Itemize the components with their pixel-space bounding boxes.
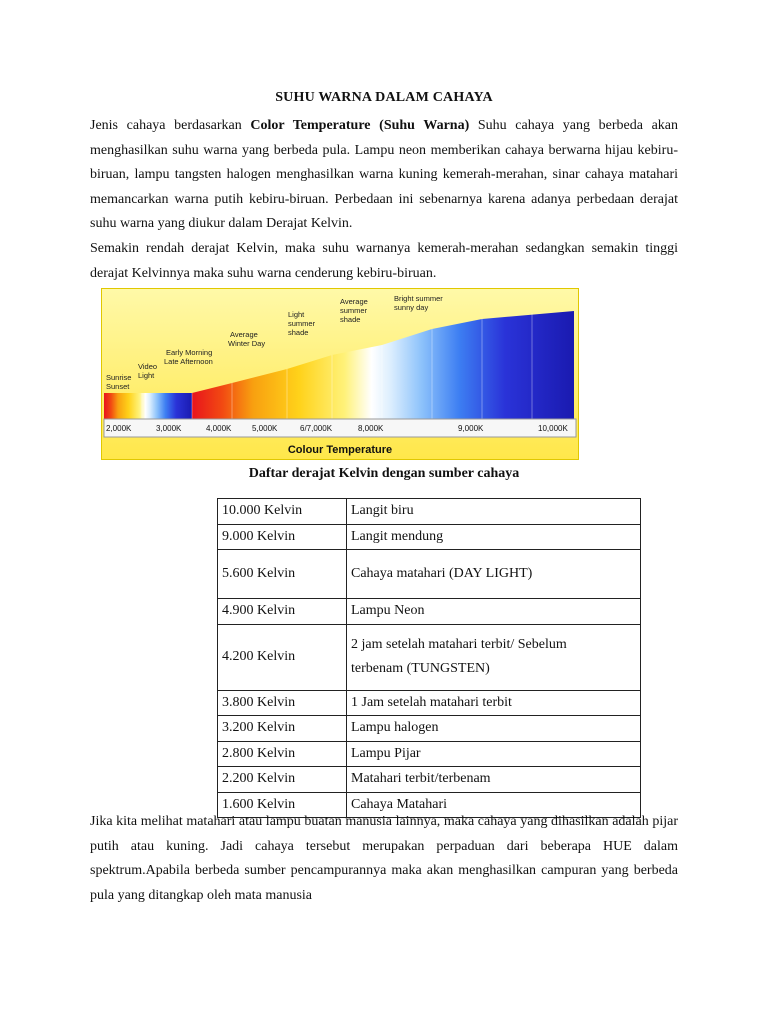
table-row [218, 767, 641, 793]
kelvin-cell: 9.000 Kelvin [218, 524, 347, 550]
kelvin-cell: 3.800 Kelvin [218, 690, 347, 716]
figure-label: shade [340, 315, 361, 324]
figure-label: Video [138, 362, 158, 371]
figure-label: Sunrise [106, 373, 132, 382]
tick-label: 9,000K [458, 424, 484, 433]
kelvin-cell: 4.200 Kelvin [218, 624, 347, 690]
colour-temperature-figure [101, 288, 579, 460]
kelvin-explanation-paragraph: Semakin rendah derajat Kelvin, maka suhu warnanya kemerah-merahan sedangkan semakin tinggi derajat Kelvinnya maka suhu warna cenderung kebiru-biruan. [90, 241, 678, 281]
kelvin-cell: 3.200 Kelvin [218, 716, 347, 742]
kelvin-cell: 2.200 Kelvin [218, 767, 347, 793]
kelvin-cell: 4.900 Kelvin [218, 599, 347, 625]
table-row [218, 550, 641, 599]
figure-label: shade [288, 328, 309, 337]
figure-label: sunny day [394, 303, 429, 312]
tick-label: 3,000K [156, 424, 182, 433]
source-cell: 1 Jam setelah matahari terbit [347, 690, 641, 716]
source-cell: Lampu halogen [347, 716, 641, 742]
intro-bold-term: Color Temperature (Suhu Warna) [250, 118, 470, 133]
table-row [218, 741, 641, 767]
intro-text-end: Suhu cahaya yang berbeda akan menghasilkan suhu warna yang berbeda pula. Lampu neon memberikan cahaya berwarna hijau kebiru-biruan, lampu tangsten halogen menghasilkan warna kuning kemerah-merahan, sinar cahaya matahari memancarkan warna putih kebiru-biruan. Perbedaan ini sebenarnya karena adanya perbedaan derajat suhu warna yang diukur dalam Derajat Kelvin. [90, 118, 679, 231]
source-cell: Matahari terbit/terbenam [347, 767, 641, 793]
source-cell: Lampu Neon [347, 599, 641, 625]
spectrum-wedge [192, 311, 574, 419]
figure-label: Winter Day [228, 339, 266, 348]
kelvin-table [217, 498, 641, 818]
figure-label: Light [138, 371, 155, 380]
kelvin-cell: 1.600 Kelvin [218, 792, 347, 818]
table-caption: Daftar derajat Kelvin dengan sumber cahaya [248, 466, 520, 481]
page-title: SUHU WARNA DALAM CAHAYA [275, 90, 493, 105]
kelvin-cell: 5.600 Kelvin [218, 550, 347, 599]
source-cell: Langit biru [347, 499, 641, 525]
tick-label: 4,000K [206, 424, 232, 433]
table-row [218, 624, 641, 690]
figure-label: Late Afternoon [164, 357, 213, 366]
table-row [218, 690, 641, 716]
figure-label: Bright summer [394, 294, 443, 303]
table-row [218, 599, 641, 625]
tick-label: 10,000K [538, 424, 568, 433]
tick-label: 2,000K [106, 424, 132, 433]
tick-label: 5,000K [252, 424, 278, 433]
figure-label: Early Morning [166, 348, 213, 357]
table-row [218, 716, 641, 742]
figure-title: Colour Temperature [287, 444, 393, 456]
tick-label: 8,000K [358, 424, 384, 433]
figure-label: Light [288, 310, 305, 319]
closing-paragraph: Jika kita melihat matahari atau lampu buatan manusia lainnya, maka cahaya yang dihasilkan adalah pijar putih atau kuning. Jadi cahaya tersebut merupakan perpaduan dari beberapa HUE dalam spektrum.Apabila berbeda sumber pencampurannya maka akan menghasilkan campuran yang berbeda pula yang ditangkap oleh mata manusia [90, 814, 678, 903]
figure-label: summer [288, 319, 316, 328]
tick-label: 6/7,000K [300, 424, 333, 433]
source-cell: Cahaya matahari (DAY LIGHT) [347, 550, 641, 599]
figure-label: Average [340, 297, 368, 306]
source-cell: Langit mendung [347, 524, 641, 550]
source-cell: Cahaya Matahari [347, 792, 641, 818]
intro-paragraph [90, 114, 678, 237]
figure-label: Average [230, 330, 258, 339]
figure-label: summer [340, 306, 368, 315]
intro-text-start: Jenis cahaya berdasarkan [90, 118, 251, 133]
source-cell: 2 jam setelah matahari terbit/ Sebelum terbenam (TUNGSTEN) [347, 624, 641, 690]
kelvin-cell: 10.000 Kelvin [218, 499, 347, 525]
table-row [218, 524, 641, 550]
kelvin-cell: 2.800 Kelvin [218, 741, 347, 767]
source-cell: Lampu Pijar [347, 741, 641, 767]
colour-temperature-graphic [102, 289, 578, 459]
figure-label: Sunset [106, 382, 130, 391]
table-row [218, 499, 641, 525]
spectrum-left-block [104, 393, 192, 419]
